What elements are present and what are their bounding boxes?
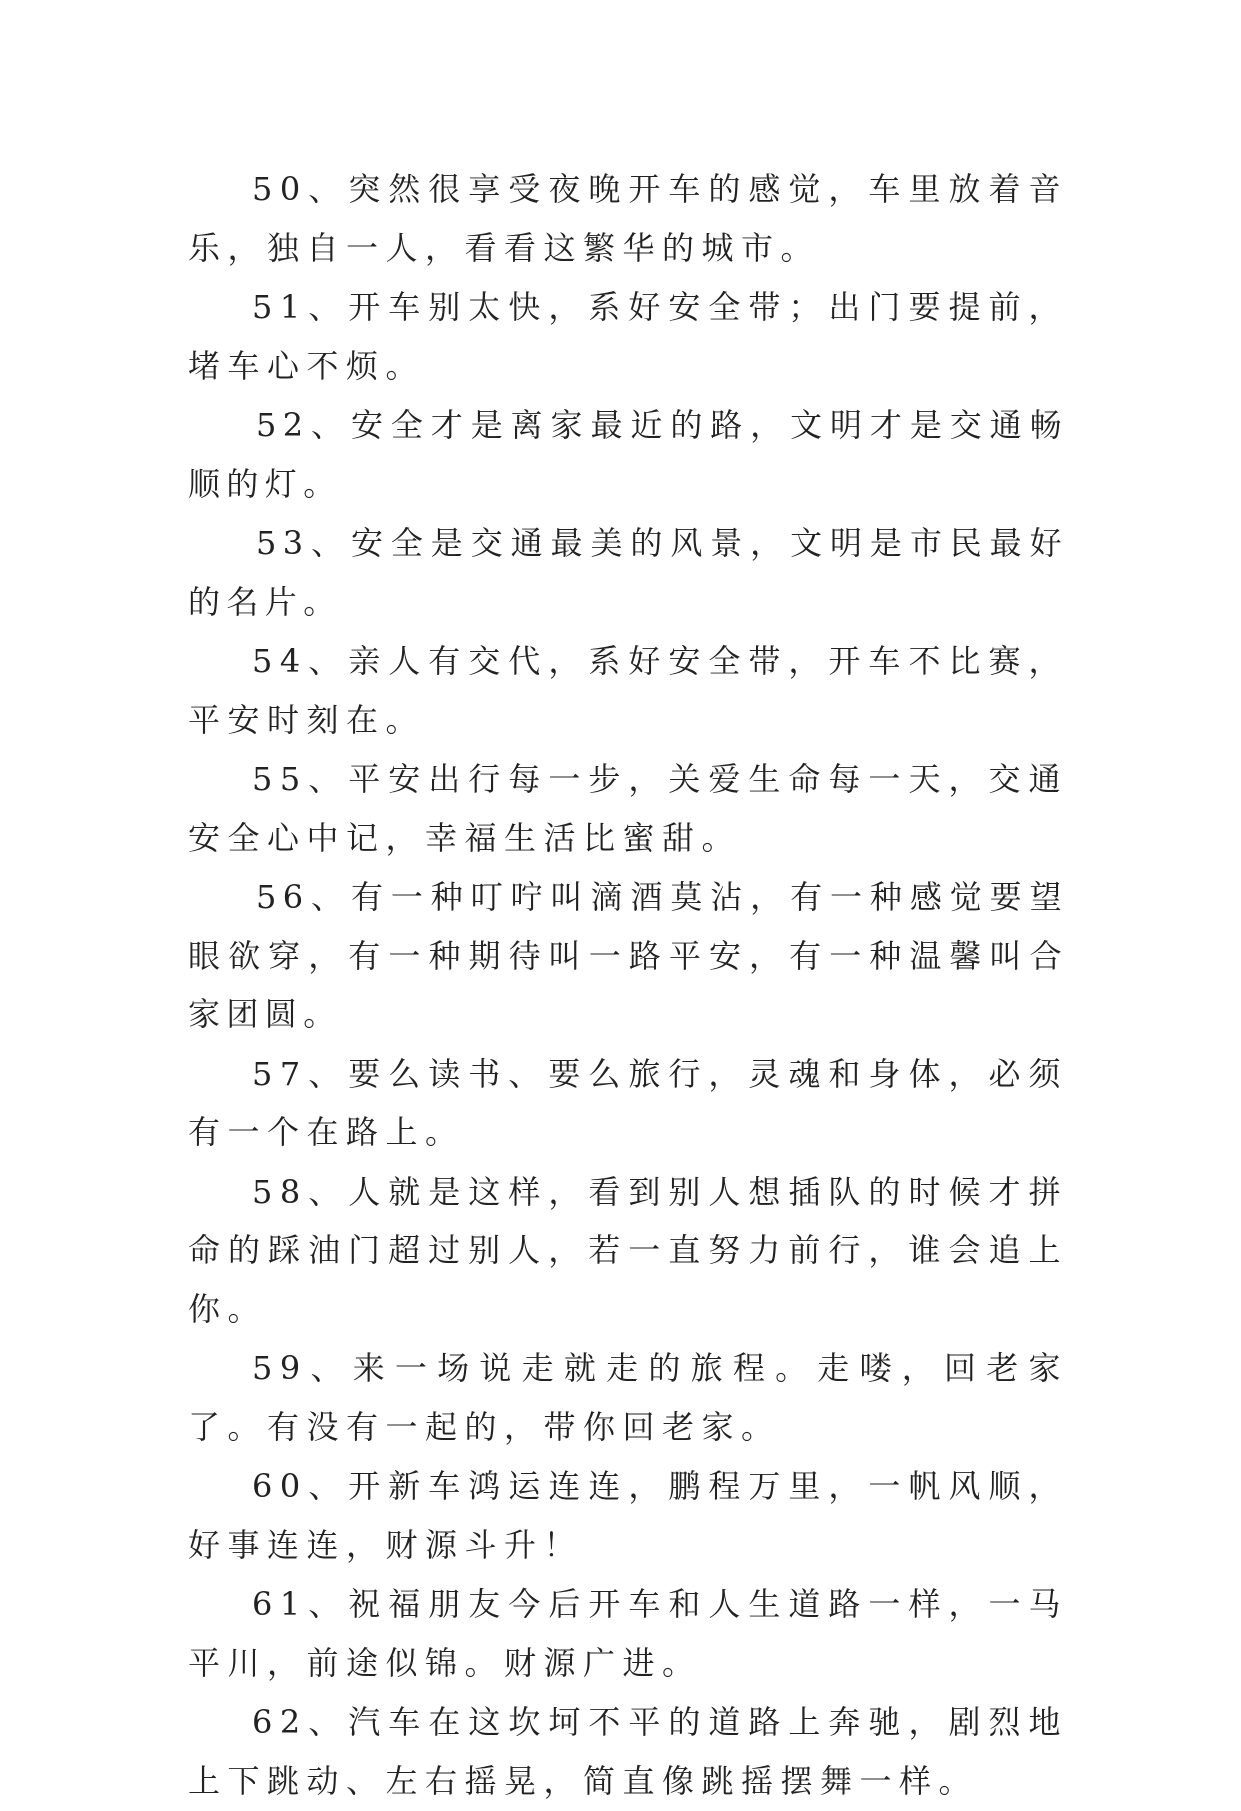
paragraph-56: 56、有一种叮咛叫滴酒莫沾，有一种感觉要望眼欲穿，有一种期待叫一路平安，有一种温馨叫合家团圆。 bbox=[188, 878, 1068, 1033]
paragraph-50: 50、突然很享受夜晚开车的感觉，车里放着音乐，独自一人，看看这繁华的城市。 bbox=[188, 170, 1068, 267]
paragraph-52: 52、安全才是离家最近的路，文明才是交通畅顺的灯。 bbox=[188, 406, 1068, 503]
paragraph-60: 60、开新车鸿运连连，鹏程万里，一帆风顺，好事连连，财源斗升！ bbox=[188, 1467, 1068, 1564]
paragraph-51: 51、开车别太快，系好安全带；出门要提前，堵车心不烦。 bbox=[188, 288, 1068, 385]
document-body bbox=[188, 160, 1068, 1811]
paragraph-53: 53、安全是交通最美的风景，文明是市民最好的名片。 bbox=[188, 524, 1068, 621]
paragraph-62: 62、汽车在这坎坷不平的道路上奔驰，剧烈地上下跳动、左右摇晃，简直像跳摇摆舞一样。 bbox=[188, 1703, 1068, 1800]
paragraph-58: 58、人就是这样，看到别人想插队的时候才拼命的踩油门超过别人，若一直努力前行，谁会追上你。 bbox=[188, 1172, 1068, 1328]
paragraph-54: 54、亲人有交代，系好安全带，开车不比赛，平安时刻在。 bbox=[188, 642, 1068, 739]
paragraph-55: 55、平安出行每一步，关爱生命每一天，交通安全心中记，幸福生活比蜜甜。 bbox=[188, 760, 1068, 857]
paragraph-59: 59、来一场说走就走的旅程。走喽，回老家了。有没有一起的，带你回老家。 bbox=[188, 1349, 1068, 1446]
paragraph-57: 57、要么读书、要么旅行，灵魂和身体，必须有一个在路上。 bbox=[188, 1054, 1068, 1151]
paragraph-61: 61、祝福朋友今后开车和人生道路一样，一马平川，前途似锦。财源广进。 bbox=[188, 1585, 1068, 1682]
